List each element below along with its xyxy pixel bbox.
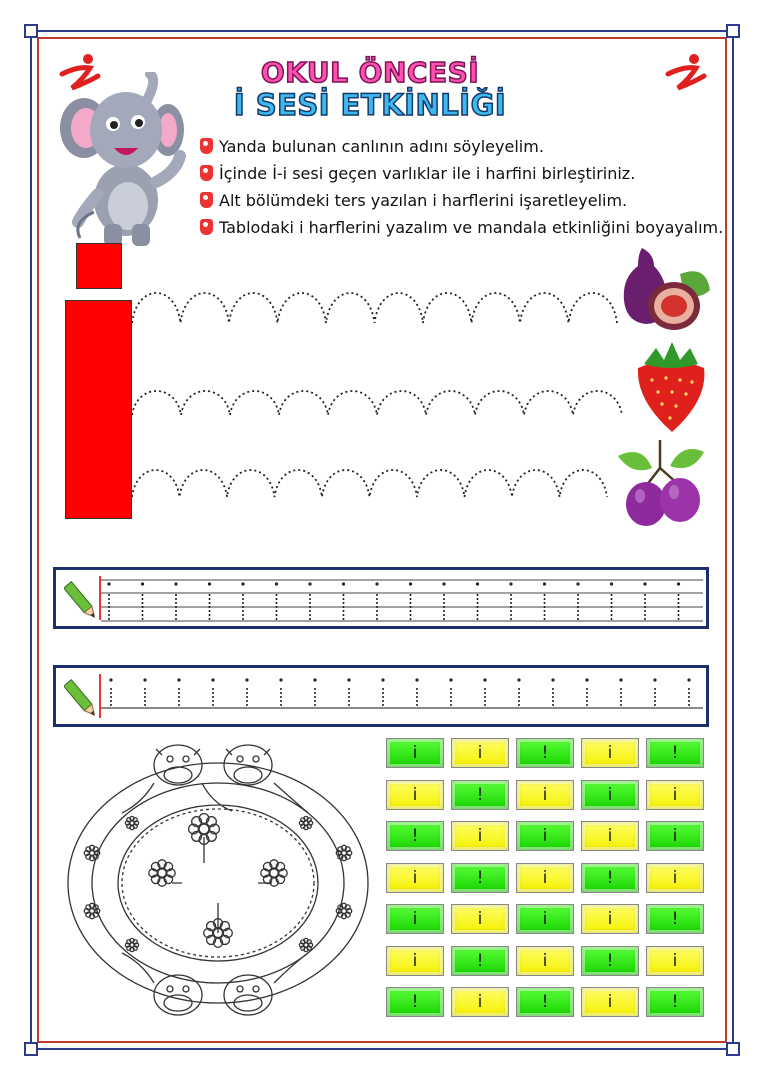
instruction-3 [200, 188, 710, 214]
flower-center [270, 869, 278, 877]
letter-i-trace-dot [375, 582, 378, 585]
letter-i-trace-dot [381, 678, 384, 681]
elephant-picture [58, 72, 188, 250]
letter-i-trace-dot [677, 582, 680, 585]
letter-tile[interactable]: i [581, 780, 639, 810]
letter-i-trace-dot [177, 678, 180, 681]
flower-center [130, 943, 134, 947]
page-title-line1: OKUL ÖNCESİ [260, 56, 480, 89]
letter-i-trace-dot [208, 582, 211, 585]
letter-i-trace-dot [107, 582, 110, 585]
letter-i-trace-dot [109, 678, 112, 681]
letter-tile[interactable]: i [516, 946, 574, 976]
letter-tile[interactable]: ! [516, 738, 574, 768]
letter-i-stem [65, 300, 132, 519]
letter-i-trace-dot [415, 678, 418, 681]
letter-i-trace-dot [141, 582, 144, 585]
letter-tile[interactable]: i [516, 780, 574, 810]
letter-tile[interactable]: i [646, 863, 704, 893]
letter-tile[interactable]: ! [451, 863, 509, 893]
letter-i-trace-dot [347, 678, 350, 681]
flower-center [158, 869, 166, 877]
frame-corner [726, 24, 740, 38]
pencil-bullet-icon [200, 192, 213, 208]
letter-tile[interactable]: i [386, 780, 444, 810]
letter-i-trace-dot [241, 582, 244, 585]
letter-tile[interactable]: i [451, 904, 509, 934]
letter-tile[interactable]: ! [451, 946, 509, 976]
letter-i-trace-dot [517, 678, 520, 681]
flower-center [304, 943, 308, 947]
letter-i-trace-dot [143, 678, 146, 681]
pencil-bullet-icon [200, 138, 213, 154]
writing-lines [99, 674, 700, 718]
flower-center [90, 851, 95, 856]
letter-tile[interactable]: i [581, 904, 639, 934]
letter-i-trace-dot [619, 678, 622, 681]
letter-i-trace-dot [449, 678, 452, 681]
plum-picture [612, 438, 712, 530]
letter-tile[interactable]: ! [646, 987, 704, 1017]
frame-corner [24, 1042, 38, 1056]
flower-center [342, 909, 347, 914]
letter-tile[interactable]: ! [581, 946, 639, 976]
flower-center [304, 821, 308, 825]
frame-corner [24, 24, 38, 38]
letter-tile[interactable]: i [451, 987, 509, 1017]
letter-i-trace-dot [643, 582, 646, 585]
letter-tile[interactable]: i [386, 904, 444, 934]
letter-tile[interactable]: i [581, 821, 639, 851]
letter-i-trace-dot [211, 678, 214, 681]
letter-tile[interactable]: i [451, 738, 509, 768]
frame-corner [726, 1042, 740, 1056]
letter-tile[interactable]: i [516, 821, 574, 851]
letter-i-trace-dot [543, 582, 546, 585]
matching-dotted-lines[interactable] [132, 285, 627, 515]
flower-center [342, 851, 347, 856]
letter-i-trace-dot [610, 582, 613, 585]
letter-tile[interactable]: i [386, 738, 444, 768]
letter-tile[interactable]: i [386, 946, 444, 976]
letter-i-trace-dot [279, 678, 282, 681]
flower-center [199, 824, 209, 834]
writing-guide-lines [101, 576, 703, 626]
letter-tile[interactable]: i [386, 863, 444, 893]
letter-i-dot [76, 243, 122, 289]
cow-mandala-picture[interactable] [62, 733, 374, 1033]
letter-tile[interactable]: ! [451, 780, 509, 810]
writing-lines [99, 576, 700, 620]
letter-tile[interactable]: i [646, 821, 704, 851]
pencil-icon [64, 676, 98, 722]
letter-i-trace-dot [576, 582, 579, 585]
letter-tile[interactable]: ! [516, 987, 574, 1017]
letter-i-trace-dot [442, 582, 445, 585]
flower-center [90, 909, 95, 914]
letter-i-trace-dot [653, 678, 656, 681]
letter-tile[interactable]: i [516, 863, 574, 893]
pencil-bullet-icon [200, 165, 213, 181]
letter-i-trace-dot [585, 678, 588, 681]
letter-i-trace-dot [174, 582, 177, 585]
letter-i-trace-dot [476, 582, 479, 585]
instruction-text: İçinde İ-i sesi geçen varlıklar ile i harfini birleştiriniz. [219, 164, 636, 183]
letter-tile[interactable]: ! [386, 821, 444, 851]
pencil-bullet-icon [200, 219, 213, 235]
writing-practice-row-2[interactable] [53, 665, 709, 727]
letter-tile[interactable]: ! [646, 904, 704, 934]
letter-tile[interactable]: i [581, 738, 639, 768]
letter-tile[interactable]: i [581, 987, 639, 1017]
letter-i-trace-dot [509, 582, 512, 585]
writing-guide-lines [101, 674, 703, 724]
instruction-text: Yanda bulunan canlının adını söyleyelim. [219, 137, 544, 156]
letter-i-trace-dot [245, 678, 248, 681]
instruction-text: Alt bölümdeki ters yazılan i harflerini işaretleyelim. [219, 191, 628, 210]
letter-tile[interactable]: ! [646, 738, 704, 768]
strawberry-picture [630, 338, 712, 436]
letter-tile[interactable]: i [646, 780, 704, 810]
logo-right [664, 52, 708, 100]
writing-practice-row-1[interactable] [53, 567, 709, 629]
pencil-icon [64, 578, 98, 624]
instruction-4 [200, 215, 730, 241]
letter-tile[interactable]: ! [386, 987, 444, 1017]
letter-i-trace-dot [551, 678, 554, 681]
letter-tile[interactable]: i [646, 946, 704, 976]
fig-picture [620, 244, 714, 334]
flower-center [130, 821, 134, 825]
letter-i-trace-dot [308, 582, 311, 585]
letter-i-trace-dot [313, 678, 316, 681]
letter-i-trace-dot [342, 582, 345, 585]
logo-right-icon [664, 52, 708, 92]
instruction-text: Tablodaki i harflerini yazalım ve mandala etkinliğini boyayalım. [219, 218, 724, 237]
letter-i-trace-dot [275, 582, 278, 585]
letter-tile[interactable]: i [516, 904, 574, 934]
letter-i-trace-dot [483, 678, 486, 681]
letter-grid [386, 738, 706, 1022]
instruction-1 [200, 134, 710, 160]
letter-tile[interactable]: ! [581, 863, 639, 893]
page-title-line2: İ SESİ ETKİNLİĞİ [233, 88, 507, 122]
letter-i-trace-dot [687, 678, 690, 681]
instruction-2 [200, 161, 710, 187]
letter-i-trace-dot [409, 582, 412, 585]
letter-tile[interactable]: i [451, 821, 509, 851]
